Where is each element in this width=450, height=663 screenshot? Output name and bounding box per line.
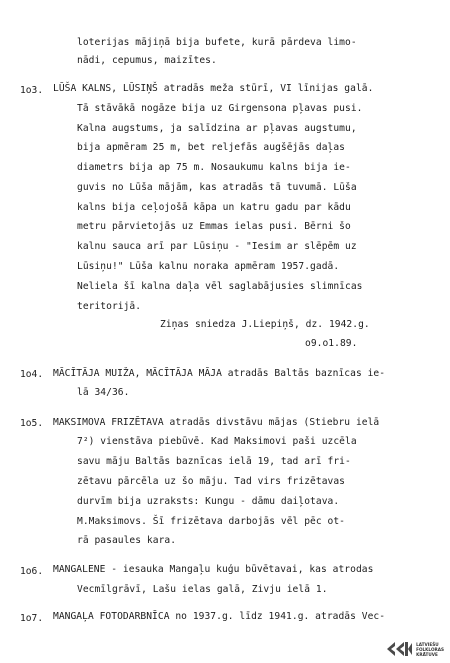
text-line: MAKSIMOVA FRIZĒTAVA atradās divstāvu mājas (Stiebru ielā [53,416,380,428]
text-line: kalns bija ceļojošā kāpa un katru gadu par kādu [77,201,351,213]
logo-text [416,642,444,657]
text-line: Tā stāvākā nogāze bija uz Girgensona pļavas pusi. [77,102,363,114]
logo-mark-icon [385,640,413,658]
text-line: diametrs bija ap 75 m. Nosaukumu kalns bija ie- [77,162,351,174]
text-line: M.Maksimovs. Šī frizētava darbojās vēl pēc ot- [77,515,345,527]
text-line: Kalna augstums, ja salīdzina ar pļavas augstumu, [77,122,357,134]
text-line: LŪŠA KALNS, LŪSIŅŠ atradās meža stūrī, VI līnijas galā. [53,82,374,94]
text-line: MANGAĻA FOTODARBNĪCA no 1937.g. līdz 1941.g. atradās Vec- [53,611,386,622]
entry-number: 1o3. [20,84,44,96]
logo-text-line: KRĀTUVE [416,651,438,657]
text-line: Vecmīlgrāvī, Lašu ielas galā, Zivju ielā 1. [77,584,328,595]
text-line: durvīm bija uzraksts: Kungu - dāmu daiļotava. [77,495,340,507]
entry-number: 1o5. [20,418,44,430]
text-line: lā 34/36. [77,387,130,399]
text-line: teritorijā. [77,300,142,312]
text-line: guvis no Lūša mājām, kas atradās tā tuvumā. Lūša [77,181,357,193]
entry-number: 1o4. [20,369,44,381]
text-line: MANGALENE - iesauka Mangaļu kuģu būvētavai, kas atrodas [53,564,374,575]
logo-text-line: LATVIEŠU [416,641,439,647]
logo-text-line: FOLKLORAS [416,646,444,652]
source-note: Ziņas sniedza J.Liepiņš, dz. 1942.g. [160,319,370,331]
text-line: bija apmēram 25 m, bet reljefās augšējās daļas [77,142,345,154]
entry-number: 1o7. [20,613,44,624]
date-note: o9.o1.89. [305,338,358,350]
entry-number: 1o6. [20,566,44,577]
text-line: nādi, cepumus, maizītes. [77,55,217,67]
text-line: MĀCĪTĀJA MUIŽA, MĀCĪTĀJA MĀJA atradās Baltās baznīcas ie- [53,367,386,379]
text-line: zētavu pārcēla uz šo māju. Tad virs frizētavas [77,476,345,487]
text-line: savu māju Baltās baznīcas ielā 19, tad arī fri- [77,456,351,468]
text-line: Lūsiņu!" Lūša kalnu noraka apmēram 1957.gadā. [77,261,340,272]
text-line: kalnu sauca arī par Lūsiņu - "Iesim ar slēpēm uz [77,241,357,253]
text-line: loterijas mājiņā bija bufete, kurā pārdeva limo- [77,36,357,48]
text-line: metru pārvietojās uz Emmas ielas pusi. Bērni šo [77,221,351,233]
text-line: rā pasaules kara. [77,535,177,547]
text-line: 7²) vienstāva piebūvē. Kad Maksimovi paši uzcēla [77,436,357,448]
text-line: Neliela šī kalna daļa vēl saglabājusies slimnīcas [77,280,363,292]
archive-logo [385,640,444,658]
